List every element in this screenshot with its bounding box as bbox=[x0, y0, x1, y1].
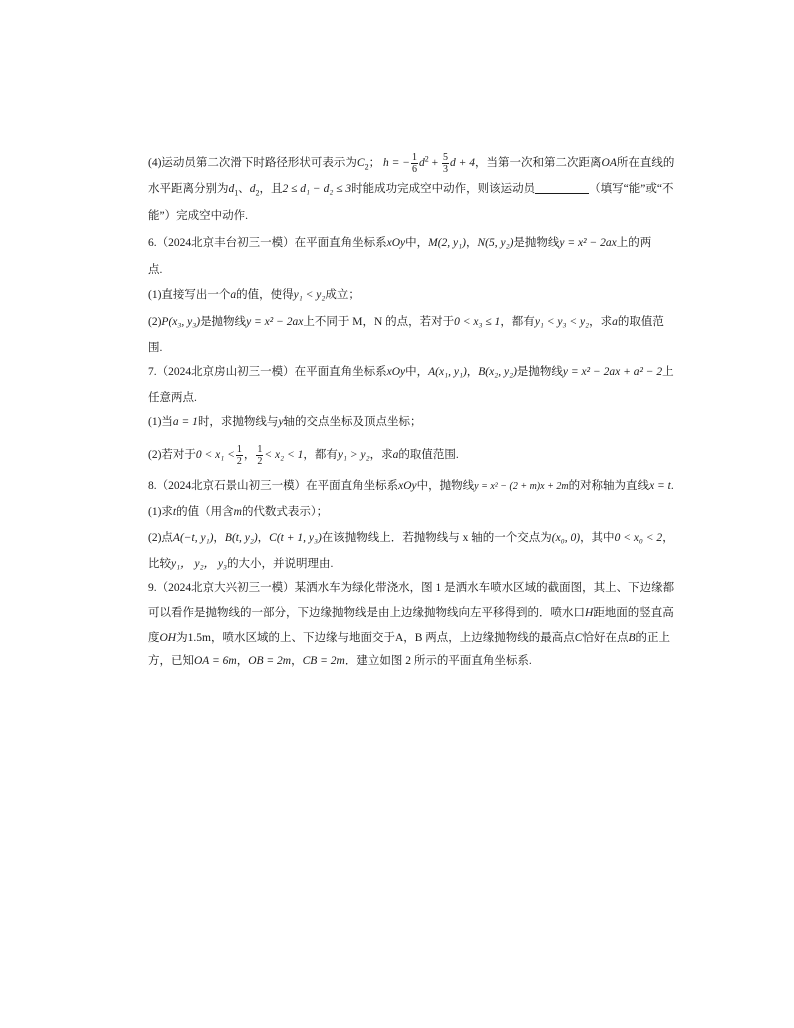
d2-subscript: 2 bbox=[255, 188, 260, 198]
q9-sep: ， bbox=[236, 655, 249, 667]
var-t: t bbox=[172, 506, 177, 518]
q9-text: 为1.5m，喷水区域的上、下边缘与地面交于A， bbox=[176, 632, 415, 644]
q8-part-2-line-2 bbox=[148, 556, 708, 572]
answer-blank[interactable] bbox=[535, 193, 589, 194]
q4-line-3 bbox=[148, 208, 708, 224]
c2-symbol: C bbox=[356, 157, 365, 170]
q8-text: ，其中 bbox=[580, 532, 615, 544]
q6-text: (1)直接写出一个 bbox=[148, 289, 231, 301]
parabola-equation: y = x² − (2 + m)x + 2m bbox=[474, 481, 569, 492]
h-equation: h = − bbox=[382, 157, 410, 170]
q4-text: ，当第一次和第二次距离 bbox=[475, 157, 602, 170]
xoy-symbol: xOy bbox=[386, 366, 406, 378]
q6-part-1 bbox=[148, 287, 708, 303]
q9-sep: ， bbox=[291, 655, 303, 667]
q4-text: (4)运动员第二次滑下时路径形状可表示为 bbox=[148, 157, 357, 170]
q8-text: ， bbox=[662, 532, 674, 544]
q9-text: ．建立如图 2 所示的平面直角坐标系. bbox=[344, 655, 532, 667]
parabola-equation: y = x² − 2ax bbox=[246, 316, 304, 328]
q4-text: ，且 bbox=[259, 183, 283, 195]
q9-line-3 bbox=[148, 630, 708, 646]
var-a: a bbox=[230, 289, 237, 301]
point-b: B bbox=[628, 632, 636, 644]
q7-heading: 7.（2024北京房山初三一模）在平面直角坐标系 bbox=[148, 366, 387, 378]
q8-text: 的对称轴为直线 bbox=[568, 480, 650, 492]
q8-text: (2)点 bbox=[148, 532, 173, 544]
y-inequality: y₁ < y₃ < y₂ bbox=[534, 316, 590, 328]
parabola-equation: y = x² − 2ax bbox=[559, 237, 617, 249]
q6-text: ，都有 bbox=[500, 316, 535, 328]
q6-text: (2) bbox=[148, 316, 162, 328]
q9-line-2 bbox=[148, 605, 708, 621]
segment-ob: OB = 2m bbox=[248, 655, 292, 667]
fraction-half bbox=[236, 444, 243, 467]
q8-text: 的值（用含 bbox=[176, 506, 234, 518]
xoy-symbol: xOy bbox=[398, 480, 417, 492]
q7-text: 的取值范围. bbox=[398, 449, 459, 462]
q7-part-1 bbox=[148, 414, 708, 430]
q8-text: 的代数式表示）； bbox=[241, 506, 329, 518]
x1-inequality: 0 < x₁ < bbox=[195, 449, 235, 462]
q4-text: 能”）完成空中动作. bbox=[148, 210, 248, 222]
q8-text: 中，抛物线 bbox=[416, 480, 475, 492]
d1-subscript: 1 bbox=[234, 188, 239, 198]
q6-text: 的值，使得 bbox=[236, 289, 294, 301]
q4-text: 时能成功完成空中动作，则该运动员 bbox=[351, 183, 536, 195]
segment-oa: OA = 6m bbox=[194, 655, 237, 667]
plus-sign: + bbox=[428, 157, 441, 170]
q6-text: 成立； bbox=[325, 289, 360, 301]
q6-text: 上的两 bbox=[616, 237, 652, 249]
intercept-point: (x₀, 0) bbox=[551, 532, 581, 544]
q6-heading: 6.（2024北京丰台初三一模）在平面直角坐标系 bbox=[148, 237, 387, 249]
segment-oh: OH bbox=[159, 632, 177, 644]
y-values: y₁， y₂， y₃ bbox=[171, 558, 228, 570]
q8-sep: ， bbox=[213, 532, 225, 544]
q7-sep: ， bbox=[466, 366, 479, 378]
q9-heading: 9.（2024北京大兴初三一模）某洒水车为绿化带浇水，图 1 是洒水车喷水区域的截面图，其上、下边缘都 bbox=[148, 582, 675, 594]
q8-line-1 bbox=[148, 478, 708, 495]
y-inequality: y₁ < y₂ bbox=[293, 289, 326, 301]
y-inequality: y₁ > y₂ bbox=[337, 449, 370, 462]
frac-num: 1 bbox=[257, 444, 263, 455]
frac-num: 5 bbox=[443, 152, 448, 163]
q8-sep: ， bbox=[257, 532, 270, 544]
q7-line-2 bbox=[148, 390, 708, 406]
point-m: M(2, y₁) bbox=[428, 237, 466, 249]
q6-text: 中， bbox=[405, 237, 429, 249]
q7-text: 轴的交点坐标及顶点坐标； bbox=[283, 416, 422, 428]
q4-line-2 bbox=[148, 181, 708, 197]
var-a: a bbox=[612, 316, 618, 328]
q7-text: ，求 bbox=[369, 449, 393, 462]
q6-sep: ， bbox=[465, 237, 478, 249]
q7-text: 任意两点. bbox=[148, 392, 197, 404]
q7-text: (1)当 bbox=[148, 416, 173, 428]
q7-sep: ， bbox=[243, 449, 256, 462]
frac-den: 2 bbox=[257, 456, 263, 467]
frac-den: 3 bbox=[443, 164, 448, 175]
q6-line-1 bbox=[148, 235, 708, 251]
var-a: a bbox=[392, 449, 399, 462]
d2-symbol: d bbox=[249, 183, 256, 195]
q6-text: 是抛物线 bbox=[513, 237, 560, 249]
q4-line-1: (4)运动员第二次滑下时路径形状可表示为$C_2$； h = − $\frac{1}{6}$ $d^2$ + $\frac{5}{3}$ d + 4，当第一次和第二次距离OA所在直线的 bbox=[148, 152, 675, 175]
point-a: A(x₁, y₁) bbox=[428, 366, 467, 378]
q6-text: ，求 bbox=[589, 316, 613, 328]
q7-text: 时，求抛物线与 bbox=[197, 416, 279, 428]
q6-text: 上不同于 M，N 的点，若对于 bbox=[303, 316, 455, 328]
a-condition: a = 1 bbox=[172, 416, 198, 428]
point-n: N(5, y₂) bbox=[477, 237, 514, 249]
point-p: P(x₃, y₃) bbox=[161, 316, 201, 328]
var-m: m bbox=[233, 506, 242, 518]
q6-part-2 bbox=[148, 314, 708, 330]
frac-num: 1 bbox=[412, 152, 417, 163]
q6-line-2 bbox=[148, 262, 708, 278]
q9-text: 的正上 bbox=[635, 632, 670, 644]
equation-tail: d + 4 bbox=[450, 157, 476, 170]
q7-line-1 bbox=[148, 364, 708, 380]
q6-text: 的取值范 bbox=[617, 316, 664, 328]
point-b: B(x₂, y₂) bbox=[478, 366, 517, 378]
q6-text: 是抛物线 bbox=[200, 316, 247, 328]
q9-text: 距地面的竖直高 bbox=[593, 607, 674, 619]
q4-sep: ； bbox=[368, 157, 381, 170]
axis-equation: x = t bbox=[649, 480, 671, 492]
q6-text: 围. bbox=[148, 342, 163, 354]
q6-part-2-line-2 bbox=[148, 340, 708, 356]
x2-inequality: < x₂ < 1 bbox=[264, 449, 304, 462]
q7-text: 是抛物线 bbox=[516, 366, 563, 378]
q9-text: 方，已知 bbox=[148, 655, 194, 667]
q8-text: 比较 bbox=[148, 558, 171, 570]
point-b: B(t, y₂) bbox=[224, 532, 258, 544]
q4-text: 所在直线的 bbox=[616, 157, 675, 170]
q7-text: 上 bbox=[662, 366, 674, 378]
q9-text: 可以看作是抛物线的一部分，下边缘抛物线是由上边缘抛物线向左平移得到的．喷水口 bbox=[148, 607, 585, 619]
fraction-1-6 bbox=[411, 152, 418, 175]
q8-text: (1)求 bbox=[148, 506, 173, 518]
parabola-equation: y = x² − 2ax + a² − 2 bbox=[562, 366, 663, 378]
x-inequality: 0 < x₃ ≤ 1 bbox=[454, 316, 501, 328]
q4-sep: 、 bbox=[238, 183, 250, 195]
frac-den: 2 bbox=[236, 456, 242, 467]
point-c: C bbox=[574, 632, 583, 644]
q8-text: . bbox=[670, 480, 674, 492]
frac-num: 1 bbox=[236, 444, 242, 455]
d1-symbol: d bbox=[228, 183, 235, 195]
d-symbol: d bbox=[419, 157, 425, 170]
q4-text: 水平距离分别为 bbox=[148, 183, 229, 195]
c2-subscript: 2 bbox=[364, 162, 369, 172]
q8-text: 在该抛物线上．若抛物线与 x 轴的一个交点为 bbox=[321, 532, 552, 544]
xoy-symbol: xOy bbox=[386, 237, 406, 249]
d-inequality: 2 ≤ d₁ − d₂ ≤ 3 bbox=[282, 183, 352, 195]
point-a: A(−t, y₁) bbox=[172, 532, 214, 544]
frac-den: 6 bbox=[412, 164, 417, 175]
q8-heading: 8.（2024北京石景山初三一模）在平面直角坐标系 bbox=[148, 480, 399, 492]
oa-symbol: OA bbox=[601, 157, 617, 170]
q6-text: 点. bbox=[148, 264, 163, 276]
q4-text: （填写“能”或“不 bbox=[589, 183, 674, 195]
point-h: H bbox=[585, 607, 594, 619]
q9-text: B 两点，上边缘抛物线的最高点 bbox=[414, 632, 575, 644]
q7-text: 中， bbox=[405, 366, 429, 378]
fraction-5-3 bbox=[442, 152, 449, 175]
segment-cb: CB = 2m bbox=[302, 655, 345, 667]
q7-text: ，都有 bbox=[303, 449, 338, 462]
fraction-half bbox=[256, 444, 263, 467]
y-axis-symbol: y bbox=[278, 416, 284, 428]
q7-part-2 bbox=[148, 444, 708, 467]
q9-line-4 bbox=[148, 653, 708, 669]
q8-part-2 bbox=[148, 530, 708, 546]
q7-text: (2)若对于 bbox=[148, 449, 196, 462]
q8-text: 的大小，并说明理由. bbox=[227, 558, 334, 570]
q9-text: 度 bbox=[148, 632, 160, 644]
q9-line-1 bbox=[148, 580, 708, 596]
q9-text: 恰好在点 bbox=[582, 632, 629, 644]
q8-part-1 bbox=[148, 504, 708, 520]
x0-inequality: 0 < x₀ < 2 bbox=[614, 532, 663, 544]
point-c: C(t + 1, y₃) bbox=[269, 532, 322, 544]
